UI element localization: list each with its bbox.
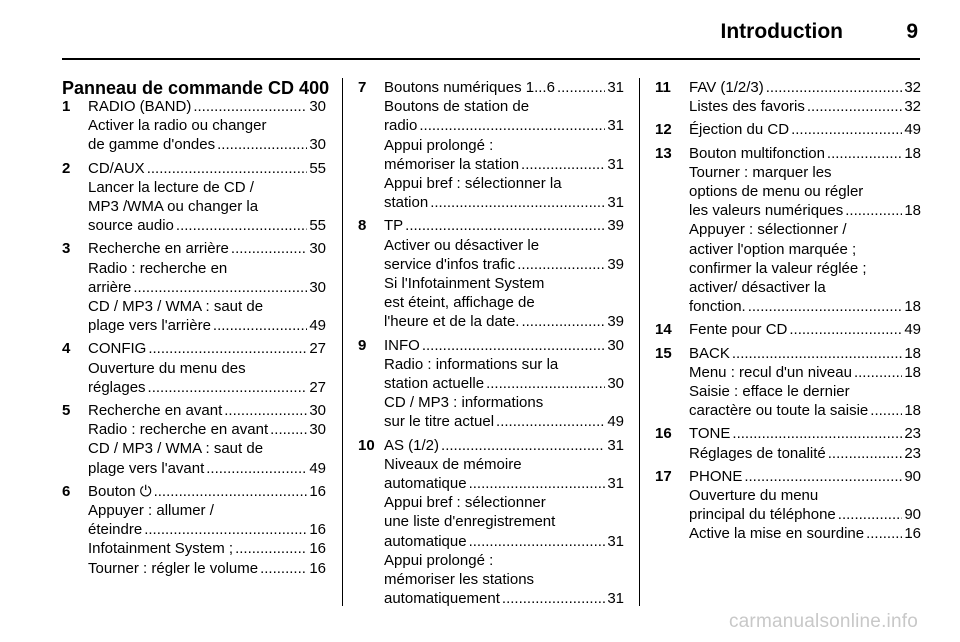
header-title: Introduction xyxy=(720,20,843,43)
entry-text: Activer ou désactiver le xyxy=(384,236,540,254)
dot-leader xyxy=(430,193,605,212)
entry-body xyxy=(384,336,624,432)
page-reference[interactable]: 49 xyxy=(309,459,326,477)
entry-line xyxy=(689,97,921,116)
entry-text: Appuyer : allumer / xyxy=(88,502,214,520)
entry-body xyxy=(88,159,326,236)
entry-text: CD/AUX xyxy=(88,159,145,177)
page-reference[interactable]: 16 xyxy=(309,540,326,558)
entry-text: Réglages de tonalité xyxy=(689,444,826,462)
dot-leader xyxy=(148,339,307,358)
entry-line xyxy=(88,216,326,235)
index-entry xyxy=(62,482,326,578)
page-reference[interactable]: 49 xyxy=(904,121,921,139)
entry-body xyxy=(689,424,921,462)
entry-text: radio xyxy=(384,117,418,135)
entry-text: les valeurs numériques xyxy=(689,202,844,220)
entry-line xyxy=(88,278,326,297)
index-entry xyxy=(62,159,326,236)
entry-line xyxy=(88,539,326,558)
entry-number: 1 xyxy=(62,98,71,115)
dot-leader xyxy=(732,344,902,363)
entry-body xyxy=(88,482,326,578)
dot-leader xyxy=(405,216,605,235)
page-reference[interactable]: 39 xyxy=(607,313,624,331)
entry-line xyxy=(88,482,326,501)
entry-line xyxy=(384,155,624,174)
entry-text: Si l'Infotainment System xyxy=(384,275,545,293)
dot-leader xyxy=(557,78,605,97)
dot-leader xyxy=(235,539,307,558)
watermark: carmanualsonline.info xyxy=(728,611,918,632)
entry-body xyxy=(689,120,921,139)
entry-line xyxy=(384,193,624,212)
dot-leader xyxy=(133,278,307,297)
entry-text: FAV (1/2/3) xyxy=(689,79,764,96)
entry-body xyxy=(384,216,624,331)
entry-number: 4 xyxy=(62,340,71,358)
page-reference[interactable]: 49 xyxy=(607,413,624,431)
dot-leader xyxy=(521,312,605,331)
entry-text: TONE xyxy=(689,425,731,443)
entry-text: une liste d'enregistrement xyxy=(384,513,556,531)
page-reference[interactable]: 18 xyxy=(904,202,921,220)
entry-line xyxy=(88,135,326,154)
entry-line xyxy=(88,559,326,578)
entry-text: l'heure et de la date. xyxy=(384,313,520,331)
entry-line xyxy=(384,512,624,531)
entry-text: Fente pour CD xyxy=(689,321,788,339)
entry-text: automatiquement xyxy=(384,590,500,608)
entry-text: Infotainment System ; xyxy=(88,540,234,558)
entry-line xyxy=(384,570,624,589)
entry-text: Ouverture du menu xyxy=(689,487,819,505)
entry-line xyxy=(689,344,921,363)
entry-line xyxy=(689,278,921,297)
entry-text: Active la mise en sourdine xyxy=(689,525,865,543)
page-reference[interactable]: 32 xyxy=(904,79,921,96)
entry-number: 2 xyxy=(62,159,71,177)
entry-line xyxy=(384,293,624,312)
dot-leader xyxy=(517,255,605,274)
entry-line xyxy=(384,312,624,331)
entry-line xyxy=(689,220,921,239)
entry-line xyxy=(88,116,326,135)
column-divider xyxy=(342,78,343,606)
entry-line xyxy=(689,363,921,382)
entry-text: Radio : recherche en xyxy=(88,259,228,277)
entry-body xyxy=(689,78,921,116)
entry-line xyxy=(689,486,921,505)
page-reference[interactable]: 30 xyxy=(607,336,624,354)
entry-number: 8 xyxy=(358,217,367,235)
entry-number: 9 xyxy=(358,336,367,354)
entry-line xyxy=(689,297,921,316)
entry-text: MP3 /WMA ou changer la xyxy=(88,198,259,216)
entry-line xyxy=(88,459,326,478)
entry-text: Ouverture du menu des xyxy=(88,359,246,377)
dot-leader xyxy=(828,444,903,463)
entry-line xyxy=(384,455,624,474)
page-reference[interactable]: 18 xyxy=(904,402,921,420)
page-number: 9 xyxy=(906,20,918,43)
page-reference[interactable]: 16 xyxy=(309,521,326,539)
entry-line xyxy=(88,359,326,378)
page-reference[interactable]: 30 xyxy=(309,402,326,420)
dot-leader xyxy=(766,78,903,97)
column-1 xyxy=(62,97,326,582)
entry-line xyxy=(689,259,921,278)
index-entry xyxy=(655,144,921,317)
entry-line xyxy=(384,493,624,512)
entry-line xyxy=(689,505,921,524)
dot-leader xyxy=(469,474,606,493)
index-entry xyxy=(358,436,624,609)
entry-text: Appui prolongé : xyxy=(384,551,494,569)
dot-leader xyxy=(486,374,605,393)
entry-text: automatique xyxy=(384,475,467,493)
entry-line xyxy=(88,316,326,335)
dot-leader xyxy=(148,378,308,397)
page-reference[interactable]: 32 xyxy=(904,98,921,116)
dot-leader xyxy=(827,144,902,163)
dot-leader xyxy=(147,159,308,178)
entry-text: activer/ désactiver la xyxy=(689,279,826,297)
entry-text: plage vers l'avant xyxy=(88,459,205,477)
dot-leader xyxy=(789,320,902,339)
dot-leader xyxy=(502,589,605,608)
dot-leader xyxy=(744,467,902,486)
entry-text: mémoriser les stations xyxy=(384,571,535,589)
index-entry xyxy=(655,320,921,339)
entry-line xyxy=(88,297,326,316)
entry-number: 14 xyxy=(655,321,672,339)
entry-text: Radio : informations sur la xyxy=(384,355,559,373)
entry-line xyxy=(689,163,921,182)
entry-text: station actuelle xyxy=(384,375,485,393)
entry-line xyxy=(88,159,326,178)
page-reference[interactable]: 55 xyxy=(309,159,326,177)
entry-number: 16 xyxy=(655,425,672,443)
entry-text: réglages xyxy=(88,378,146,396)
entry-text: de gamme d'ondes xyxy=(88,136,216,154)
entry-line xyxy=(689,240,921,259)
dot-leader xyxy=(496,412,605,431)
entry-line xyxy=(689,320,921,339)
entry-text: options de menu ou régler xyxy=(689,183,864,201)
dot-leader xyxy=(217,135,307,154)
dot-leader xyxy=(206,459,307,478)
entry-text: AS (1/2) xyxy=(384,436,440,454)
page-reference[interactable]: 90 xyxy=(904,467,921,485)
dot-leader xyxy=(231,239,307,258)
entry-text: Boutons numériques 1...6 xyxy=(384,79,555,96)
entry-line xyxy=(88,239,326,258)
dot-leader xyxy=(791,120,902,139)
dot-leader xyxy=(870,401,902,420)
page-reference[interactable]: 23 xyxy=(904,425,921,443)
entry-text: Activer la radio ou changer xyxy=(88,117,267,135)
entry-text: caractère ou toute la saisie xyxy=(689,402,869,420)
header-rule xyxy=(62,58,920,60)
entry-line xyxy=(88,97,326,116)
entry-text: PHONE xyxy=(689,467,743,485)
entry-line xyxy=(88,439,326,458)
entry-line xyxy=(689,78,921,97)
page-reference[interactable]: 31 xyxy=(607,194,624,212)
entry-line xyxy=(88,520,326,539)
entry-text: CD / MP3 : informations xyxy=(384,394,544,412)
entry-text: arrière xyxy=(88,278,132,296)
page-reference[interactable]: 49 xyxy=(904,321,921,339)
entry-line xyxy=(88,259,326,278)
entry-text: RADIO (BAND) xyxy=(88,98,192,115)
entry-text: Tourner : marquer les xyxy=(689,163,832,181)
dot-leader xyxy=(748,297,903,316)
entry-line xyxy=(689,120,921,139)
entry-text: INFO xyxy=(384,336,420,354)
page-reference[interactable]: 18 xyxy=(904,298,921,316)
entry-text: mémoriser la station xyxy=(384,155,520,173)
dot-leader xyxy=(866,524,902,543)
entry-text: BACK xyxy=(689,344,730,362)
entry-line xyxy=(384,589,624,608)
entry-text: Appui bref : sélectionner la xyxy=(384,175,562,193)
page-reference[interactable]: 16 xyxy=(309,482,326,500)
entry-line xyxy=(88,378,326,397)
entry-text: TP xyxy=(384,217,404,235)
entry-number: 13 xyxy=(655,144,672,162)
entry-number: 15 xyxy=(655,344,672,362)
entry-line xyxy=(384,174,624,193)
entry-line xyxy=(384,216,624,235)
entry-text: service d'infos trafic xyxy=(384,255,516,273)
entry-text: Lancer la lecture de CD / xyxy=(88,178,254,196)
dot-leader xyxy=(154,482,308,501)
entry-text: Radio : recherche en avant xyxy=(88,421,269,439)
page-reference[interactable]: 18 xyxy=(904,144,921,162)
index-entry xyxy=(62,339,326,397)
section-title: Panneau de commande CD 400 xyxy=(62,78,330,98)
column-3 xyxy=(655,78,921,548)
entry-text: Bouton ⏻ xyxy=(88,482,152,500)
entry-text: CONFIG xyxy=(88,340,147,358)
dot-leader xyxy=(419,116,605,135)
entry-text: Recherche en avant xyxy=(88,402,223,420)
entry-line xyxy=(384,393,624,412)
entry-line xyxy=(689,382,921,401)
entry-line xyxy=(384,236,624,255)
entry-text: principal du téléphone xyxy=(689,506,836,524)
entry-line xyxy=(689,144,921,163)
entry-text: Recherche en arrière xyxy=(88,240,229,258)
entry-number: 10 xyxy=(358,436,375,454)
entry-text: CD / MP3 / WMA : saut de xyxy=(88,298,264,316)
entry-number: 6 xyxy=(62,482,71,500)
page-reference[interactable]: 31 xyxy=(607,532,624,550)
entry-line xyxy=(384,78,624,97)
entry-text: éteindre xyxy=(88,521,143,539)
entry-line xyxy=(689,182,921,201)
page-reference[interactable]: 30 xyxy=(309,421,326,439)
entry-line xyxy=(689,201,921,220)
entry-text: Éjection du CD xyxy=(689,121,790,139)
entry-line xyxy=(88,197,326,216)
entry-body xyxy=(88,97,326,155)
index-entry xyxy=(62,97,326,155)
index-entry xyxy=(358,216,624,331)
index-entry xyxy=(655,344,921,421)
page-reference[interactable]: 31 xyxy=(607,475,624,493)
entry-text: source audio xyxy=(88,217,174,235)
entry-line xyxy=(384,274,624,293)
entry-line xyxy=(384,532,624,551)
page-reference[interactable]: 31 xyxy=(607,79,624,96)
index-entry xyxy=(62,401,326,478)
index-entry xyxy=(358,336,624,432)
page-reference[interactable]: 30 xyxy=(309,136,326,154)
dot-leader xyxy=(422,336,605,355)
index-entry xyxy=(358,78,624,212)
entry-line xyxy=(88,401,326,420)
page-reference[interactable]: 27 xyxy=(309,340,326,358)
entry-line xyxy=(689,424,921,443)
entry-line xyxy=(689,401,921,420)
page-reference[interactable]: 31 xyxy=(607,590,624,608)
entry-text: Menu : recul d'un niveau xyxy=(689,363,852,381)
entry-number: 11 xyxy=(655,79,671,96)
entry-text: Appuyer : sélectionner / xyxy=(689,221,847,239)
page-reference[interactable]: 18 xyxy=(904,363,921,381)
page-reference[interactable]: 39 xyxy=(607,217,624,235)
entry-body xyxy=(689,467,921,544)
page-reference[interactable]: 39 xyxy=(607,255,624,273)
dot-leader xyxy=(176,216,307,235)
entry-line xyxy=(88,339,326,358)
dot-leader xyxy=(193,97,307,116)
entry-line xyxy=(384,336,624,355)
page-reference[interactable]: 30 xyxy=(309,278,326,296)
entry-line xyxy=(384,551,624,570)
dot-leader xyxy=(854,363,902,382)
page-reference[interactable]: 18 xyxy=(904,344,921,362)
page-reference[interactable]: 31 xyxy=(607,117,624,135)
entry-line xyxy=(384,136,624,155)
entry-line xyxy=(384,355,624,374)
entry-text: Boutons de station de xyxy=(384,98,530,116)
entry-line xyxy=(689,467,921,486)
entry-body xyxy=(88,339,326,397)
dot-leader xyxy=(845,201,902,220)
entry-text: Listes des favoris xyxy=(689,98,805,116)
dot-leader xyxy=(521,155,605,174)
column-divider xyxy=(639,78,640,606)
entry-text: CD / MP3 / WMA : saut de xyxy=(88,440,264,458)
entry-body xyxy=(689,144,921,317)
entry-line xyxy=(689,524,921,543)
entry-text: est éteint, affichage de xyxy=(384,294,535,312)
page-reference[interactable]: 30 xyxy=(309,240,326,258)
index-entry xyxy=(655,424,921,462)
entry-line xyxy=(88,501,326,520)
entry-text: sur le titre actuel xyxy=(384,413,495,431)
entry-line xyxy=(384,97,624,116)
entry-body xyxy=(689,344,921,421)
entry-text: station xyxy=(384,194,429,212)
dot-leader xyxy=(224,401,307,420)
entry-text: Saisie : efface le dernier xyxy=(689,383,850,401)
page-reference[interactable]: 16 xyxy=(309,559,326,577)
entry-line xyxy=(384,255,624,274)
entry-text: fonction. xyxy=(689,298,746,316)
page-reference[interactable]: 49 xyxy=(309,317,326,335)
entry-body xyxy=(88,239,326,335)
entry-line xyxy=(88,420,326,439)
page-reference[interactable]: 16 xyxy=(904,525,921,543)
entry-number: 12 xyxy=(655,121,672,139)
entry-number: 3 xyxy=(62,240,71,258)
entry-text: Appui bref : sélectionner xyxy=(384,494,546,512)
entry-text: automatique xyxy=(384,532,467,550)
page-reference[interactable]: 55 xyxy=(309,217,326,235)
entry-body xyxy=(689,320,921,339)
entry-text: activer l'option marquée ; xyxy=(689,240,857,258)
entry-body xyxy=(384,436,624,609)
index-entry xyxy=(655,467,921,544)
page-reference[interactable]: 27 xyxy=(309,378,326,396)
entry-number: 17 xyxy=(655,467,672,485)
entry-text: Niveaux de mémoire xyxy=(384,455,522,473)
page-reference[interactable]: 23 xyxy=(904,444,921,462)
column-2 xyxy=(358,78,624,612)
entry-text: confirmer la valeur réglée ; xyxy=(689,259,867,277)
entry-line xyxy=(384,412,624,431)
entry-line xyxy=(88,178,326,197)
dot-leader xyxy=(469,532,606,551)
entry-line xyxy=(384,436,624,455)
index-entry xyxy=(655,78,921,116)
entry-line xyxy=(384,116,624,135)
page-reference[interactable]: 30 xyxy=(309,98,326,115)
dot-leader xyxy=(270,420,307,439)
entry-text: Tourner : régler le volume xyxy=(88,559,259,577)
entry-line xyxy=(689,444,921,463)
dot-leader xyxy=(441,436,605,455)
entry-text: Appui prolongé : xyxy=(384,136,494,154)
dot-leader xyxy=(213,316,307,335)
entry-body xyxy=(88,401,326,478)
index-entry xyxy=(655,120,921,139)
index-entry xyxy=(62,239,326,335)
entry-number: 7 xyxy=(358,79,367,96)
entry-text: plage vers l'arrière xyxy=(88,317,211,335)
dot-leader xyxy=(732,424,902,443)
entry-text: Bouton multifonction xyxy=(689,144,825,162)
entry-body xyxy=(384,78,624,212)
dot-leader xyxy=(260,559,307,578)
dot-leader xyxy=(807,97,902,116)
page-reference[interactable]: 90 xyxy=(904,506,921,524)
page-reference[interactable]: 31 xyxy=(607,155,624,173)
page-reference[interactable]: 30 xyxy=(607,375,624,393)
dot-leader xyxy=(838,505,903,524)
entry-line xyxy=(384,474,624,493)
entry-number: 5 xyxy=(62,402,71,420)
page-reference[interactable]: 31 xyxy=(607,436,624,454)
dot-leader xyxy=(144,520,307,539)
entry-line xyxy=(384,374,624,393)
